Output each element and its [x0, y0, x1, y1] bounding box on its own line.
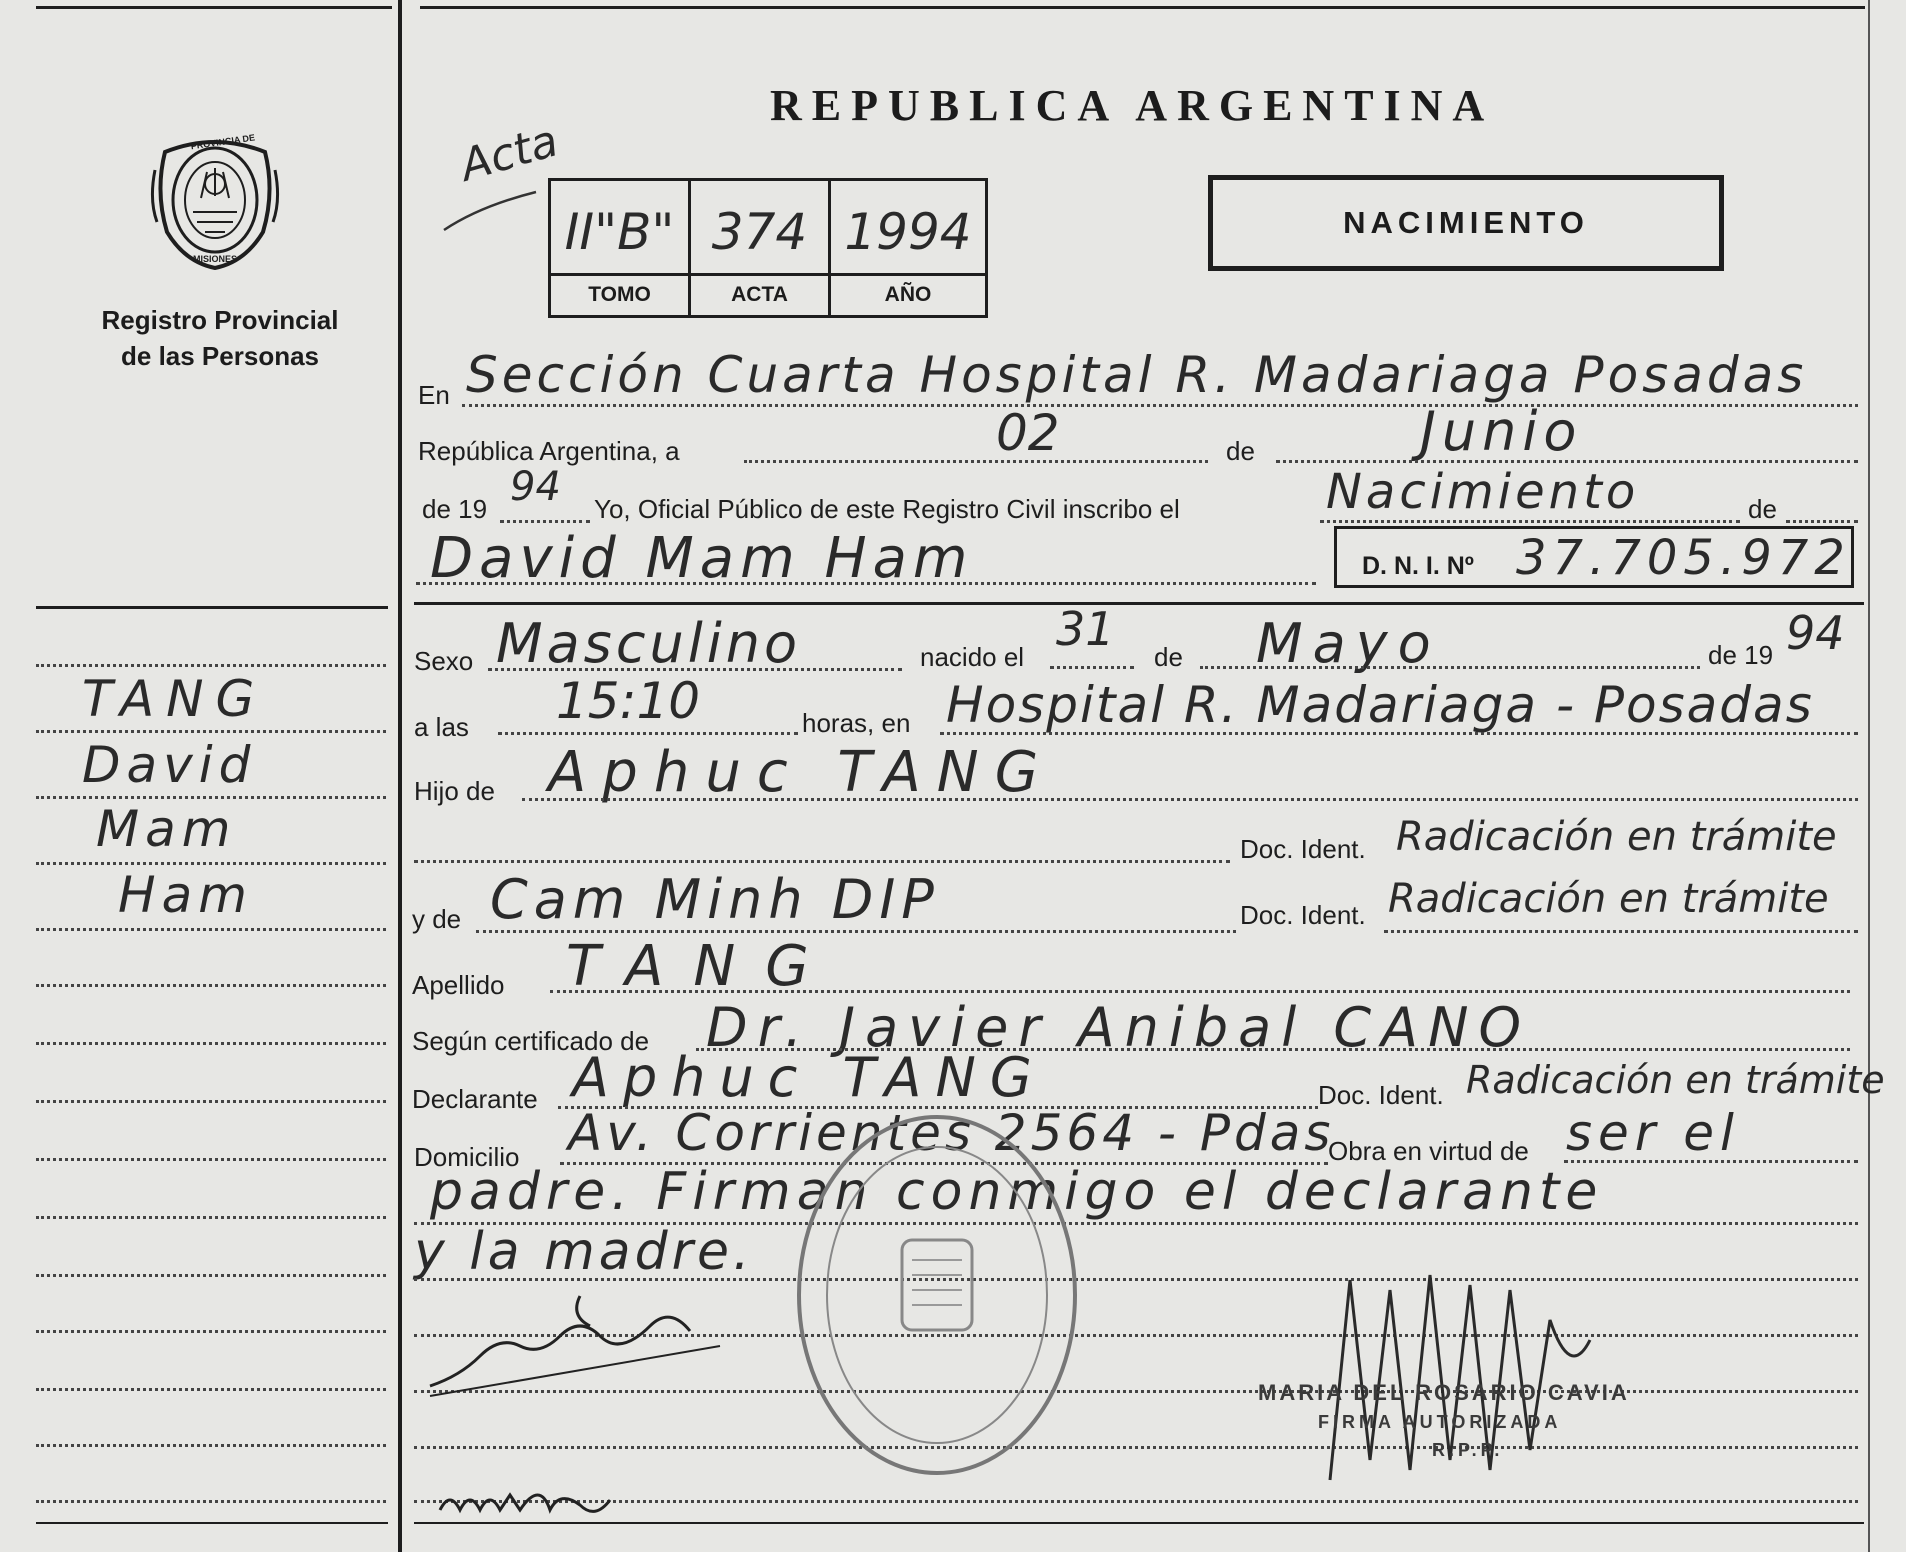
top-rule-left: [36, 6, 392, 9]
mother-doc-line: [1384, 930, 1858, 933]
person-line: [416, 582, 1316, 585]
inscribo-label: Yo, Oficial Público de este Registro Civil inscribo el: [594, 494, 1180, 524]
year-line: [500, 520, 590, 523]
dni-value: 37.705.972: [1516, 530, 1851, 586]
nacido-label: nacido el: [920, 642, 1025, 672]
obra-label: Obra en virtud de: [1328, 1136, 1529, 1166]
birth-day-value: 31: [1056, 602, 1115, 656]
hijo-label: Hijo de: [414, 776, 495, 806]
office-stamp-icon: [792, 1110, 1082, 1480]
person-name-value: David Mam Ham: [430, 526, 974, 591]
father-line: [522, 798, 1858, 801]
birth-day-line: [1050, 666, 1134, 669]
bottom-rule-left: [36, 1522, 388, 1524]
registry-name-line2: de las Personas: [121, 341, 319, 371]
side-line-14: [36, 1444, 386, 1447]
de-label-3: de: [1154, 642, 1183, 672]
ano-value: 1994: [844, 203, 972, 261]
doc-ident-label-2: Doc. Ident.: [1240, 900, 1366, 930]
time-line: [498, 732, 798, 735]
doc-ident-label: Doc. Ident.: [1240, 834, 1366, 864]
registry-name: [70, 302, 370, 374]
republica-label: República Argentina, a: [418, 436, 680, 466]
side-line-13: [36, 1388, 386, 1391]
mid-rule-right: [414, 602, 1864, 605]
pen-stroke: [440, 186, 540, 236]
act-tail-line: [1786, 520, 1858, 523]
svg-text:PROVINCIA DE: PROVINCIA DE: [190, 132, 256, 152]
declarante-label: Declarante: [412, 1084, 538, 1114]
official-office: R.P.P.: [1432, 1440, 1504, 1460]
country-title: REPUBLICA ARGENTINA: [770, 81, 1495, 130]
side-line-10: [36, 1216, 386, 1219]
registration-table: [548, 178, 988, 318]
alas-label: a las: [414, 712, 469, 742]
mother-value: Cam Minh DIP: [490, 868, 940, 931]
side-line-9: [36, 1158, 386, 1161]
tomo-value: II"B": [564, 203, 675, 261]
declarante-value: Aphuc TANG: [572, 1046, 1046, 1109]
declarante-doc-value: Radicación en trámite: [1466, 1058, 1885, 1102]
tomo-label: TOMO: [588, 283, 651, 306]
time-value: 15:10: [556, 672, 701, 730]
mother-line: [476, 930, 1236, 933]
father-line-2: [414, 860, 1230, 863]
side-line-1: [36, 664, 386, 667]
acta-label: ACTA: [731, 283, 788, 306]
apellido-value: TANG: [566, 934, 839, 999]
segun-label: Según certificado de: [412, 1026, 650, 1056]
side-line-2: [36, 730, 386, 733]
declarant-signature-icon: [420, 1286, 740, 1416]
day-line: [744, 460, 1208, 463]
obra-line: [1564, 1160, 1858, 1163]
day-value: 02: [996, 404, 1060, 462]
side-name-line-3: Mam: [96, 800, 237, 858]
observations-line1: padre. Firman conmigo el declarante: [430, 1162, 1604, 1222]
obra-value: ser el: [1566, 1104, 1740, 1162]
sexo-value: Masculino: [496, 612, 801, 675]
acta-cell: [691, 181, 831, 315]
top-rule-right: [420, 6, 1865, 9]
birth-month-value: Mayo: [1256, 612, 1441, 675]
side-name-line-1: TANG: [82, 670, 267, 728]
certificate-type: NACIMIENTO: [1343, 205, 1589, 240]
side-line-8: [36, 1100, 386, 1103]
month-line: [1276, 460, 1858, 463]
handwritten-note: Acta: [454, 115, 564, 192]
doc-ident-label-3: Doc. Ident.: [1318, 1080, 1444, 1110]
mid-rule-left: [36, 606, 388, 609]
side-line-3: [36, 796, 386, 799]
province-seal-icon: [145, 112, 285, 272]
official-name: MARIA DEL ROSARIO CAVIA: [1258, 1380, 1630, 1405]
dni-label: D. N. I. Nº: [1362, 552, 1474, 580]
sexo-label: Sexo: [414, 646, 474, 676]
tomo-cell: [551, 181, 691, 315]
de19-label: de 19: [422, 494, 488, 524]
mother-signature-icon: [420, 1460, 620, 1530]
ano-label: AÑO: [884, 283, 932, 306]
side-line-11: [36, 1274, 386, 1277]
place-line: [940, 732, 1858, 735]
birth-year-value: 94: [1786, 606, 1845, 660]
de-label: de: [1226, 436, 1255, 466]
father-value: Aphuc TANG: [548, 740, 1055, 805]
sexo-line: [488, 668, 902, 671]
horas-label: horas, en: [802, 708, 911, 738]
obs-line-6: [414, 1500, 1858, 1503]
bottom-rule-right: [414, 1522, 1864, 1524]
en-label: En: [418, 380, 450, 410]
side-line-15: [36, 1500, 386, 1503]
father-doc-value: Radicación en trámite: [1396, 814, 1837, 860]
vertical-divider: [398, 0, 402, 1552]
de19-label-2: de 19: [1708, 640, 1774, 670]
en-line: [462, 404, 1858, 407]
apellido-line: [550, 990, 1850, 993]
side-line-6: [36, 984, 386, 987]
act-value: Nacimiento: [1326, 464, 1640, 520]
right-edge-rule: [1868, 0, 1870, 1552]
registry-name-line1: Registro Provincial: [101, 305, 339, 335]
observations-line2: y la madre.: [414, 1222, 754, 1282]
svg-text:MISIONES: MISIONES: [193, 254, 238, 264]
side-line-12: [36, 1330, 386, 1333]
side-line-5: [36, 928, 386, 931]
yde-label: y de: [412, 904, 462, 934]
mother-doc-value: Radicación en trámite: [1388, 876, 1829, 922]
doctor-value: Dr. Javier Anibal CANO: [706, 996, 1531, 1059]
de-label-2: de: [1748, 494, 1777, 524]
domicilio-value: Av. Corrientes 2564 - Pdas: [568, 1104, 1335, 1162]
side-name-line-4: Ham: [118, 866, 253, 924]
ano-cell: [831, 181, 985, 315]
acta-value: 374: [711, 203, 808, 261]
act-line: [1320, 520, 1740, 523]
month-value: Junio: [1420, 400, 1583, 463]
birth-month-line: [1200, 666, 1700, 669]
side-name-line-2: David: [82, 736, 257, 794]
apellido-label: Apellido: [412, 970, 505, 1000]
place-value: Hospital R. Madariaga - Posadas: [946, 676, 1814, 734]
official-title: FIRMA AUTORIZADA: [1318, 1412, 1562, 1432]
certificate-type-box: [1208, 175, 1724, 271]
side-line-4: [36, 862, 386, 865]
domicilio-label: Domicilio: [414, 1142, 520, 1172]
section-value: Sección Cuarta Hospital R. Madariaga Posadas: [466, 346, 1808, 404]
year-value: 94: [510, 464, 561, 510]
side-line-7: [36, 1042, 386, 1045]
